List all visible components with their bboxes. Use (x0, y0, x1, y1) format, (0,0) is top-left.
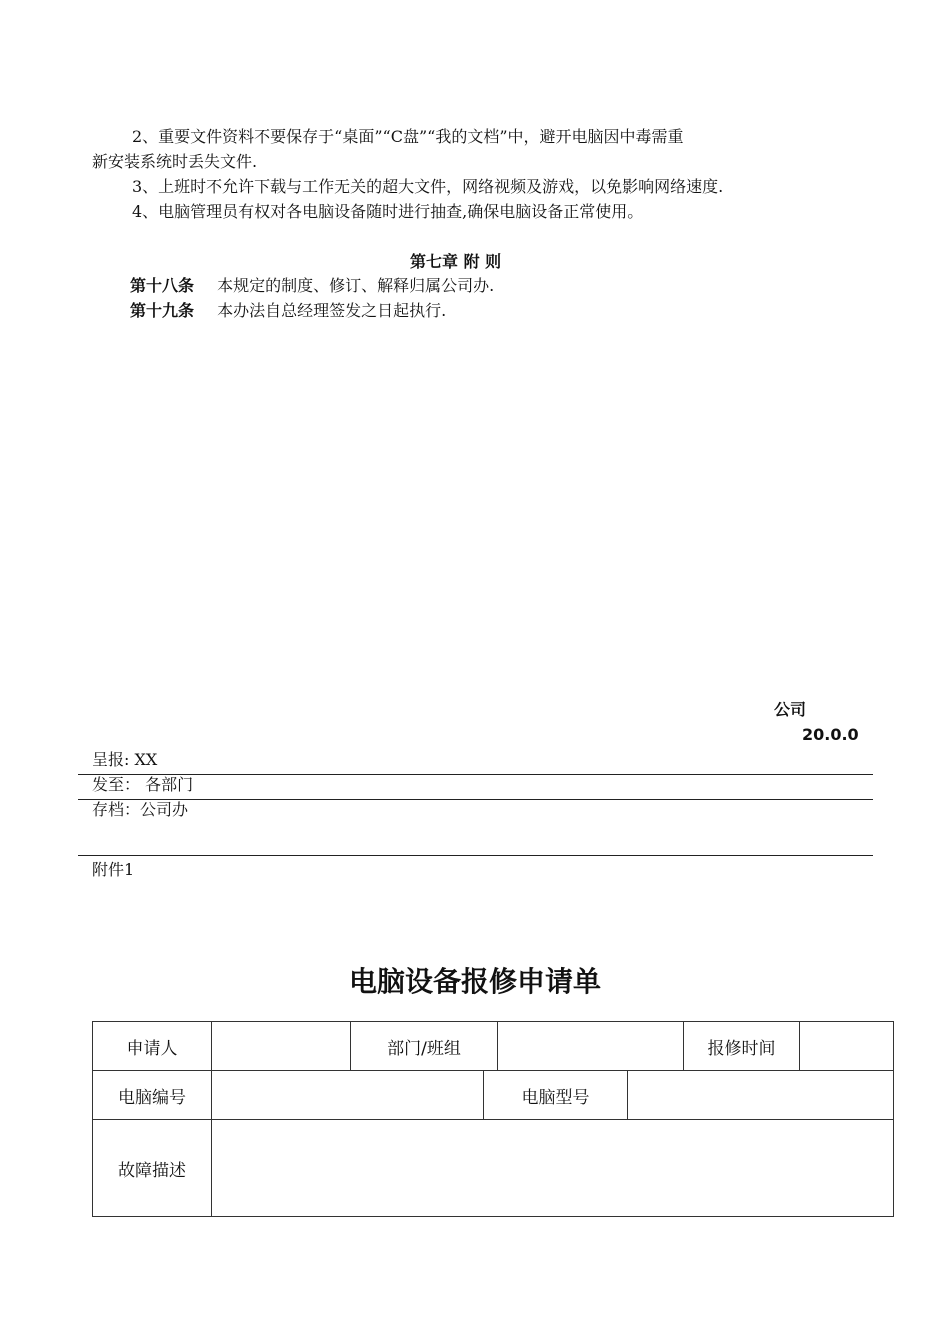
divider-1 (78, 774, 873, 775)
article-18-text: 本规定的制度、修订、解释归属公司办. (217, 276, 495, 295)
chapter-heading: 第七章 附 则 (410, 252, 502, 271)
signature-company: 公司 (774, 700, 807, 719)
dept-label: 部门/班组 (351, 1022, 498, 1071)
rule-line-3: 3、上班时不允许下载与工作无关的超大文件，网络视频及游戏，以免影响网络速度. (132, 177, 724, 196)
rule-line-2a: 2、重要文件资料不要保存于“桌面”“C盘”“我的文档”中，避开电脑因中毒需重 (132, 127, 684, 146)
article-18 (130, 274, 494, 298)
attachment-label: 附件1 (92, 860, 135, 879)
article-19 (130, 299, 446, 323)
repair-time-label: 报修时间 (684, 1022, 800, 1071)
archive-line: 存档：公司办 (92, 800, 189, 819)
form-title: 电脑设备报修申请单 (348, 965, 601, 998)
send-line: 发至： 各部门 (92, 775, 194, 794)
article-19-label: 第十九条 (130, 301, 195, 320)
divider-3 (78, 855, 873, 856)
dept-value[interactable] (498, 1022, 684, 1071)
computer-number-label: 电脑编号 (93, 1071, 212, 1120)
fault-description-label: 故障描述 (93, 1120, 212, 1217)
fault-description-value[interactable] (212, 1120, 894, 1217)
report-line: 呈报: XX (92, 750, 158, 769)
article-19-text: 本办法自总经理签发之日起执行. (217, 301, 447, 320)
repair-time-value[interactable] (800, 1022, 894, 1071)
computer-number-value[interactable] (212, 1071, 484, 1120)
applicant-value[interactable] (212, 1022, 351, 1071)
computer-model-value[interactable] (628, 1071, 894, 1120)
computer-model-label: 电脑型号 (484, 1071, 628, 1120)
rule-line-4: 4、电脑管理员有权对各电脑设备随时进行抽查,确保电脑设备正常使用。 (132, 202, 644, 221)
divider-2 (78, 799, 873, 800)
article-18-label: 第十八条 (130, 276, 195, 295)
applicant-label: 申请人 (93, 1022, 212, 1071)
repair-request-form (92, 1021, 894, 1217)
rule-line-2b: 新安装系统时丢失文件. (92, 152, 258, 171)
signature-date: 20.0.0 (802, 725, 859, 744)
